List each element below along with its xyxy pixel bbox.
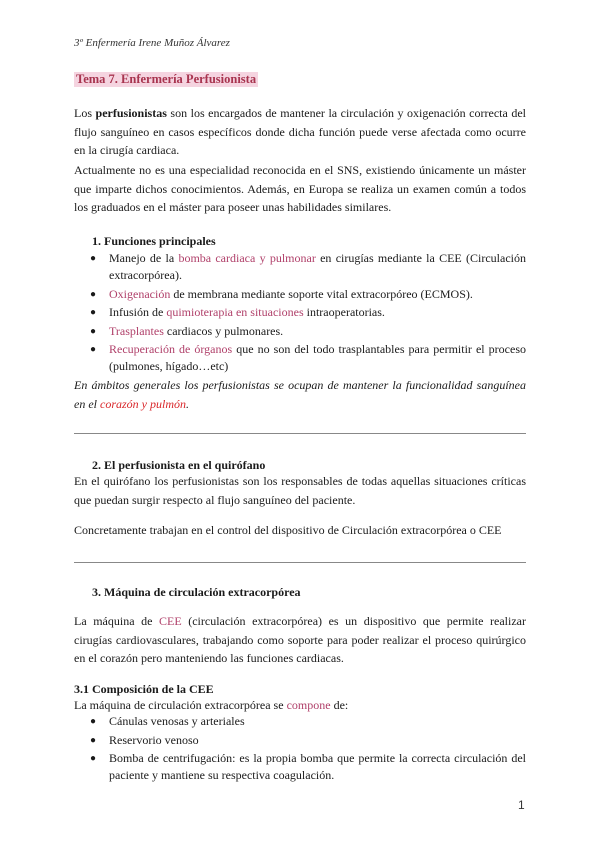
section-2-paragraph-1: En el quirófano los perfusionistas son los responsables de todas aquellas situaciones críticas que puedan surgir respecto al flujo sanguíneo del paciente. <box>74 474 526 507</box>
document-title: Tema 7. Enfermería Perfusionista <box>76 72 257 86</box>
intro-bold-term: perfusionistas <box>95 106 167 120</box>
item-text: cardiacos y pulmonares. <box>163 323 284 338</box>
intro-paragraph-1 <box>74 104 526 160</box>
section-2-paragraph-2: Concretamente trabajan en el control del dispositivo de Circulación extracorpórea o CEE <box>74 523 502 537</box>
item-text: que no son del todo trasplantables para permitir el proceso (pulmones, hígado…etc) <box>109 342 526 373</box>
list-item: ● Bomba de centrifugación: es la propia bomba que permite la correcta circulación del paciente y mantiene su respectiva coagulación. <box>90 750 526 784</box>
item-text: Infusión de <box>109 305 167 319</box>
item-highlight: quimioterapia en situaciones <box>166 305 304 319</box>
section-3-1-text: La máquina de circulación extracorpórea se <box>74 698 287 712</box>
item-text: en cirugías mediante la CEE (Circulación extracorpórea). <box>109 251 527 282</box>
section-3-text: La máquina de <box>74 614 159 628</box>
intro-text: Los <box>74 106 96 120</box>
list-item <box>90 286 526 303</box>
list-item: ● Reservorio venoso <box>90 732 526 749</box>
item-text: intraoperatorias. <box>303 305 385 319</box>
item-highlight: Trasplantes <box>109 323 164 338</box>
section-1-heading: 1. Funciones principales <box>92 234 216 248</box>
section-3-paragraph <box>74 612 526 668</box>
functions-list <box>90 250 526 377</box>
section-3-1-text-end: de: <box>330 698 349 712</box>
item-highlight: Oxigenación <box>109 286 171 301</box>
section-3-highlight: CEE <box>158 614 182 628</box>
intro-paragraph-2: Actualmente no es una especialidad reconocida en el SNS, existiendo únicamente un máster que imparte dichos conocimientos. Además, en Europa se realiza un examen común a todos los graduados en el máster para poseer unas habilidades similares. <box>74 163 526 214</box>
section-3-1-highlight: compone <box>286 698 331 712</box>
list-item <box>90 304 526 321</box>
section-3-1-heading: 3.1 Composición de la CEE <box>74 682 214 696</box>
item-highlight: Recuperación de órganos <box>109 342 233 356</box>
page-number: 1 <box>518 798 525 812</box>
section-1-note <box>74 376 526 413</box>
divider <box>74 562 526 563</box>
list-item <box>90 250 526 284</box>
note-text: En ámbitos generales los perfusionistas se ocupan de mantener la funcionalidad sanguínea en el <box>74 378 526 411</box>
section-3-text-cont: (circulación extracorpórea) es un dispositivo que permite realizar cirugías cardiovasculares, trabajando como soporte para poder realizar el proceso quirúrgico en el corazón pero manteniendo las funciones cardiacas. <box>74 614 526 665</box>
composition-list <box>90 713 526 786</box>
list-item <box>90 323 526 340</box>
item-text: de membrana mediante soporte vital extracorpóreo (ECMOS). <box>170 286 473 301</box>
list-item: ● Cánulas venosas y arteriales <box>90 713 526 730</box>
note-text-end: . <box>186 396 189 411</box>
intro-text-cont: son los encargados de mantener la circulación y oxigenación correcta del flujo sanguíneo en casos específicos donde dicha función puede verse afectada como ocurre en la cirugía cardiaca. <box>74 106 527 157</box>
section-2-heading: 2. El perfusionista en el quirófano <box>92 458 266 472</box>
section-3-heading: 3. Máquina de circulación extracorpórea <box>92 585 301 599</box>
divider <box>74 433 526 434</box>
list-item <box>90 341 526 375</box>
item-text: Manejo de la <box>109 251 179 265</box>
page-header: 3º Enfermería Irene Muñoz Álvarez <box>74 37 230 49</box>
item-highlight: bomba cardiaca y pulmonar <box>178 251 316 265</box>
note-highlight: corazón y pulmón <box>100 396 186 411</box>
section-3-1-intro <box>74 696 526 715</box>
